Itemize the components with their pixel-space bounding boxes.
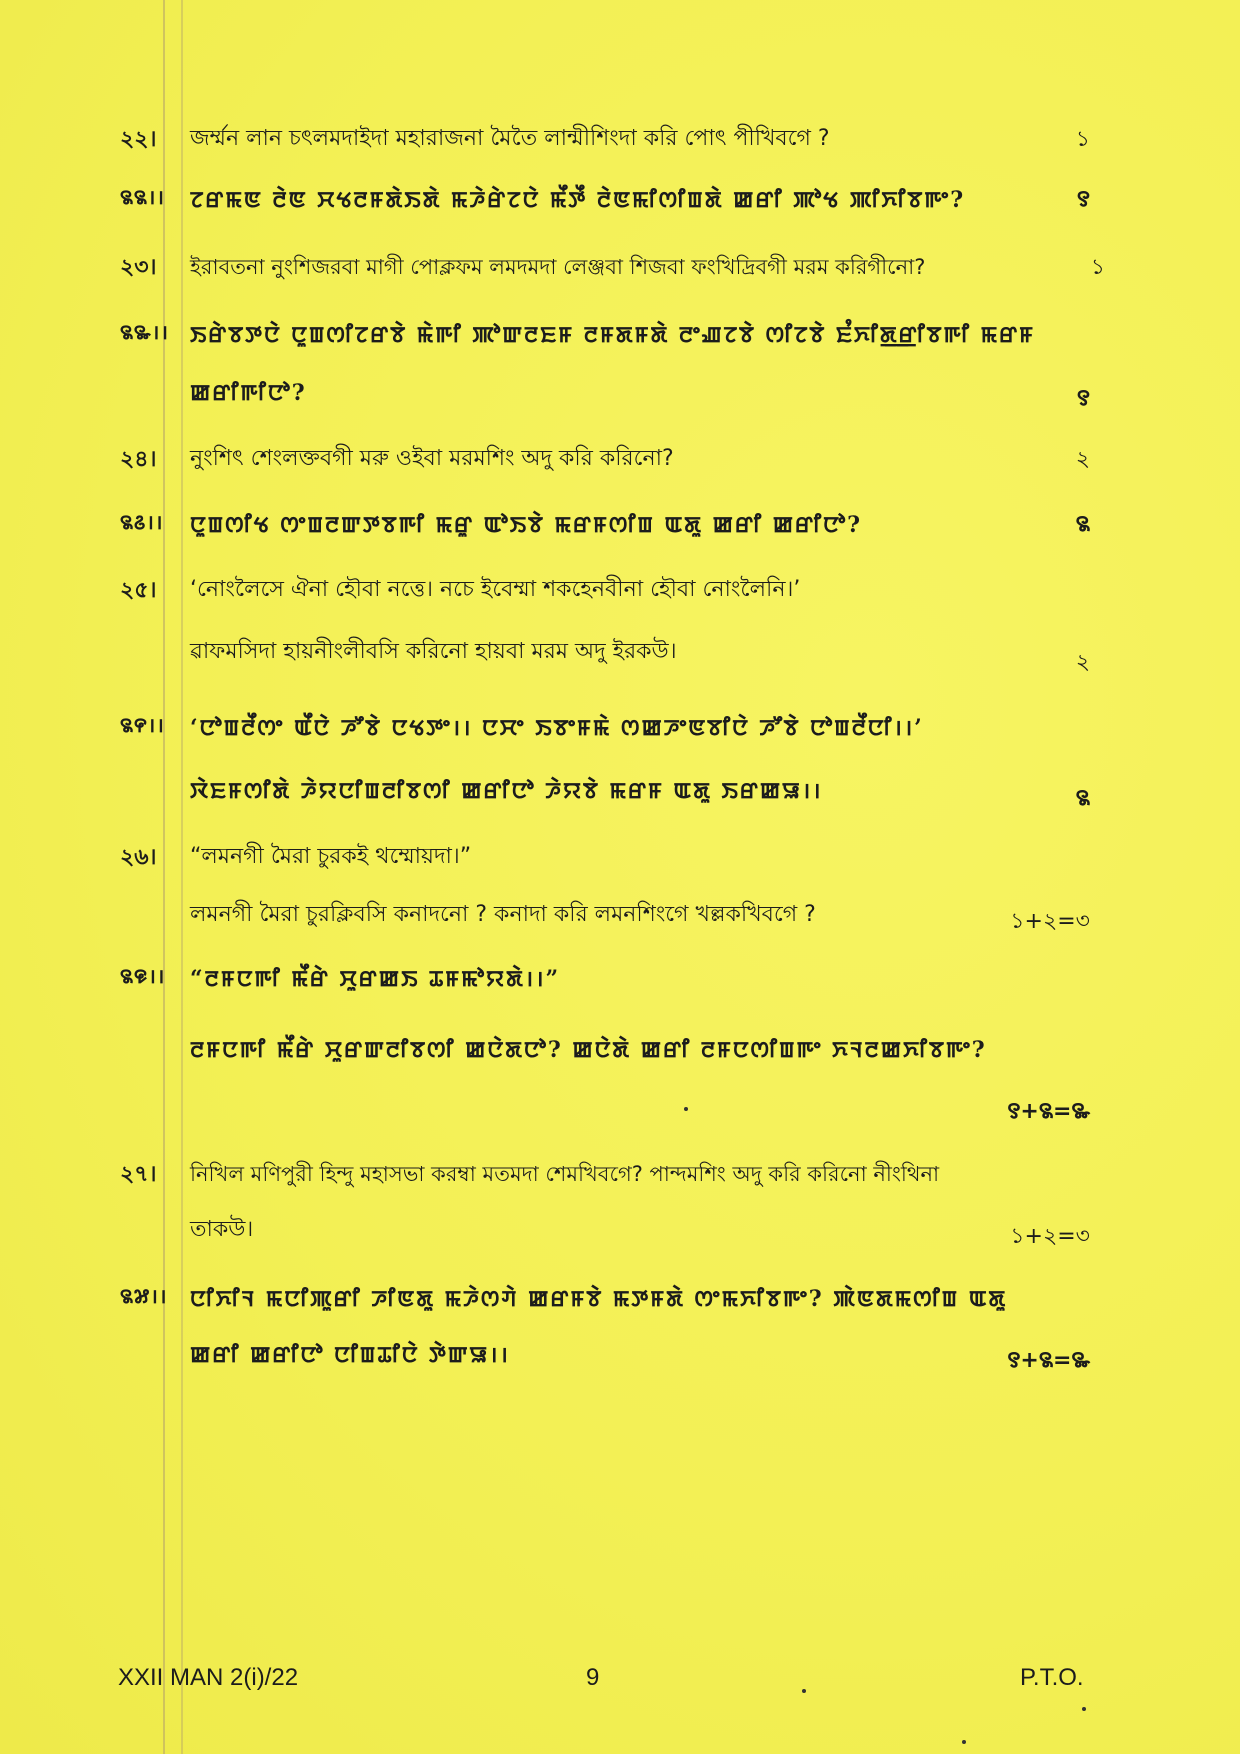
question-marks: ꯱ [1077, 386, 1090, 411]
question-text: ‘নোংলৈসে ঐনা হৌবা নত্তে। নচে ইবেম্মা শকহেনবীনা হৌবা নোংলৈনি।’ [190, 577, 801, 602]
scan-speck [684, 1107, 688, 1111]
question-text: “ꯂꯝꯅꯒꯤ ꯃꯩꯔꯥ ꯆꯨꯔꯀꯏ ꯊꯝꯃꯣꯌꯗꯥ।।” [190, 966, 561, 992]
question-text-continued: ꯀꯔꯤ ꯀꯔꯤꯅꯣ ꯅꯤꯡꯊꯤꯅꯥ ꯇꯥꯛꯎ।। [190, 1342, 510, 1368]
question-marks: ꯱+꯲=꯳ [1007, 1099, 1090, 1124]
question-text-continued: লমনগী মৈরা চুরক্লিবসি কনাদনো ? কনাদা করি লমনশিংগে খল্লকখিবগে ? [190, 902, 816, 927]
margin-line-inner [181, 0, 183, 1754]
question-marks: ꯱ [1077, 187, 1090, 212]
question-number: ꯲꯷।। [120, 1284, 168, 1308]
question-text-continued: ꯋꯥꯐꯝꯁꯤꯗꯥ ꯍꯥꯌꯅꯤꯡꯂꯤꯕꯁꯤ ꯀꯔꯤꯅꯣ ꯍꯥꯌꯕꯥ ꯃꯔꯝ ꯑꯗꯨ ꯏꯔꯀꯎ।। [190, 778, 823, 804]
question-text-continued: ꯂꯝꯅꯒꯤ ꯃꯩꯔꯥ ꯆꯨꯔꯛꯂꯤꯕꯁꯤ ꯀꯅꯥꯗꯅꯣ? ꯀꯅꯥꯗꯥ ꯀꯔꯤ ꯂꯝꯅꯁꯤꯡꯒꯦ ꯈꯜꯂꯀꯈꯤꯕꯒꯦ? [190, 1037, 987, 1063]
question-marks: ꯱+꯲=꯳ [1007, 1348, 1090, 1373]
question-number: ꯲꯴।। [120, 510, 164, 534]
question-text: নিখিল মণিপুরী হিন্দু মহাসভা করম্বা মতমদা শেমখিবগে? পান্দমশিং অদু করি করিনো নীংথিনা [190, 1162, 940, 1186]
question-text: ꯖꯔꯃꯟ ꯂꯥꯟ ꯆꯠꯂꯝꯗꯥꯏꯗꯥ ꯃꯍꯥꯔꯥꯖꯅꯥ ꯃꯩꯇꯩ ꯂꯥꯟꯃꯤꯁꯤꯡꯗꯥ ꯀꯔꯤ ꯄꯣꯠ ꯄꯤꯈꯤꯕꯒꯦ? [190, 187, 966, 213]
question-text: ꯅꯤꯈꯤꯜ ꯃꯅꯤꯄꯨꯔꯤ ꯍꯤꯟꯗꯨ ꯃꯍꯥꯁꯚꯥ ꯀꯔꯝꯕꯥ ꯃꯇꯝꯗꯥ ꯁꯦꯃꯈꯤꯕꯒꯦ? ꯄꯥꯟꯗꯃꯁꯤꯡ ꯑꯗꯨ [190, 1286, 1008, 1312]
paper-code: XXII MAN 2(i)/22 [118, 1664, 299, 1691]
question-number: ꯲꯵।। [120, 713, 165, 737]
question-text: “লমনগী মৈরা চুরকই থম্মোয়দা।” [190, 844, 472, 869]
question-marks: ১ [1075, 127, 1090, 152]
margin-line [163, 0, 165, 1754]
question-marks: ২ [1075, 650, 1090, 675]
question-number: ২৭। [120, 1162, 157, 1187]
question-number: ꯲꯳।। [120, 320, 169, 344]
question-number: ২৬। [120, 845, 157, 870]
question-number: ꯲꯶।। [120, 964, 166, 988]
scan-speck [962, 1740, 966, 1744]
question-number: ২৩। [120, 255, 157, 280]
page-number: 9 [586, 1664, 600, 1691]
question-text: ꯅꯨꯡꯁꯤꯠ ꯁꯦꯡꯂꯛꯇꯕꯒꯤ ꯃꯔꯨ ꯑꯣꯏꯕꯥ ꯃꯔꯝꯁꯤꯡ ꯑꯗꯨ ꯀꯔꯤ ꯀꯔꯤꯅꯣ? [190, 512, 862, 538]
scan-speck [1082, 1707, 1086, 1711]
question-marks: ꯲ [1075, 786, 1090, 811]
question-marks: ১+২=৩ [1010, 1224, 1090, 1249]
question-text-continued: ꯀꯔꯤꯒꯤꯅꯣ? [190, 380, 307, 406]
question-text-continued: তাকউ। [190, 1217, 254, 1242]
pto-label: P.T.O. [1020, 1664, 1084, 1691]
question-number: ২৫। [120, 578, 157, 603]
question-text: জর্ম্মন লান চৎলমদাইদা মহারাজনা মৈতৈ লান্মীশিংদা করি পোৎ পীখিবগে ? [190, 126, 830, 151]
question-text: ꯏꯔꯥꯕꯇꯅꯥ ꯅꯨꯡꯁꯤꯖꯔꯕꯥ ꯃꯥꯒꯤ ꯄꯣꯛꯂꯐꯝ ꯂꯝꯗꯝꯗꯥ ꯂꯦꯉꯖꯕꯥ ꯁꯤꯖꯕꯥ ꯐꯪꯈꯤꯗ꯭ꯔꯤꯕꯒꯤ ꯃꯔꯝ [190, 322, 1035, 348]
question-marks: ১ [1090, 255, 1105, 280]
question-text-continued: ৱাফমসিদা হায়নীংলীবসি করিনো হায়বা মরম অদু ইরকউ। [190, 639, 677, 664]
question-text: নুংশিৎ শেংলক্তবগী মরু ওইবা মরমশিং অদু করি করিনো? [190, 446, 674, 471]
question-number: ২৪। [120, 447, 157, 472]
question-marks: ২ [1075, 447, 1090, 472]
question-number: ꯲꯲।। [120, 185, 165, 209]
question-text: ‘ꯅꯣꯡꯂꯩꯁꯦ ꯑꯩꯅꯥ ꯍꯧꯕꯥ ꯅꯠꯇꯦ।। ꯅꯆꯦ ꯏꯕꯦꯝꯃꯥ ꯁꯀꯍꯦꯟꯕꯤꯅꯥ ꯍꯧꯕꯥ ꯅꯣꯡꯂꯩꯅꯤ।।’ [190, 715, 924, 741]
scan-speck [802, 1689, 806, 1693]
question-marks: ১+২=৩ [1010, 909, 1090, 934]
question-marks: ꯲ [1075, 512, 1090, 537]
question-text: ইরাবতনা নুংশিজরবা মাগী পোক্লফম লমদমদা লেঞ্জবা শিজবা ফংখিদ্রিবগী মরম করিগীনো? [190, 255, 926, 279]
question-number: ২২। [120, 127, 157, 152]
